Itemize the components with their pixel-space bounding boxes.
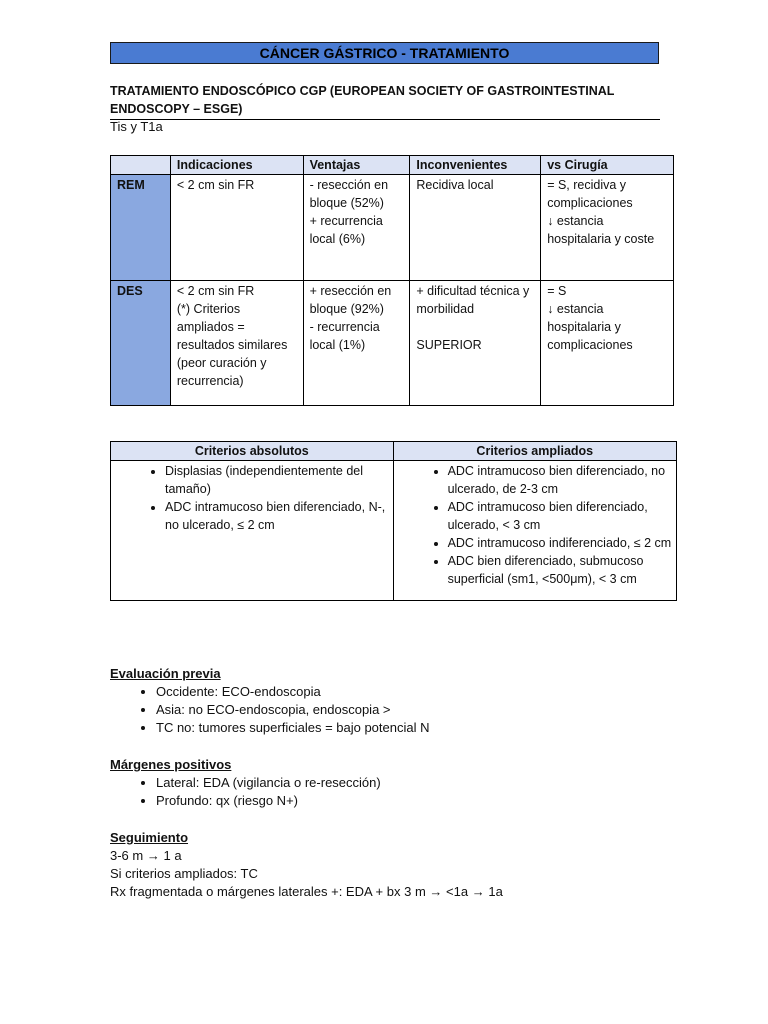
stage-label: Tis y T1a bbox=[110, 119, 163, 134]
seguimiento-line: Rx fragmentada o márgenes laterales +: EDA + bx 3 m → <1a → 1a bbox=[110, 884, 503, 899]
list-item: • ADC intramucoso bien diferenciado, no ulcerado, de 2-3 cm bbox=[448, 462, 672, 498]
cell-inconvenientes: + dificultad técnica y morbilidad SUPERIOR bbox=[410, 281, 541, 406]
section-heading: Márgenes positivos bbox=[110, 757, 232, 772]
list-item: • TC no: tumores superficiales = bajo potencial N bbox=[156, 719, 430, 737]
list-item: • Occidente: ECO-endoscopia bbox=[156, 683, 430, 701]
criteria-table bbox=[110, 441, 677, 601]
list-item: • ADC bien diferenciado, submucoso superficial (sm1, <500μm), < 3 cm bbox=[448, 552, 672, 588]
header-criterios-absolutos: Criterios absolutos bbox=[111, 442, 394, 461]
cell-ventajas: - resección en bloque (52%) + recurrencia local (6%) bbox=[303, 175, 410, 281]
seguimiento-section bbox=[110, 829, 503, 901]
seguimiento-line: Si criterios ampliados: TC bbox=[110, 866, 258, 881]
table-header-row bbox=[111, 156, 674, 175]
header-criterios-ampliados: Criterios ampliados bbox=[393, 442, 676, 461]
table-row bbox=[111, 281, 674, 406]
list-item: • ADC intramucoso bien diferenciado, N-, no ulcerado, ≤ 2 cm bbox=[165, 498, 389, 534]
margenes-section bbox=[110, 756, 381, 810]
treatment-comparison-table bbox=[110, 155, 674, 406]
list-item: • Profundo: qx (riesgo N+) bbox=[156, 792, 381, 810]
section-heading: Seguimiento bbox=[110, 830, 189, 845]
row-label-rem: REM bbox=[111, 175, 171, 281]
table-header-cell: Inconvenientes bbox=[410, 156, 541, 175]
list-item: • Lateral: EDA (vigilancia o re-resección) bbox=[156, 774, 381, 792]
cell-indicaciones: < 2 cm sin FR bbox=[170, 175, 303, 281]
table-row bbox=[111, 175, 674, 281]
evaluacion-section bbox=[110, 665, 430, 737]
table-row bbox=[111, 461, 677, 601]
cell-indicaciones: < 2 cm sin FR (*) Criterios ampliados = resultados similares (peor curación y recurrencia) bbox=[170, 281, 303, 406]
table-header-cell bbox=[111, 156, 171, 175]
cell-ventajas: + resección en bloque (92%) - recurrencia local (1%) bbox=[303, 281, 410, 406]
arrow-right-icon: → bbox=[471, 884, 485, 899]
cell-absolutos bbox=[111, 461, 394, 601]
section-subtitle: TRATAMIENTO ENDOSCÓPICO CGP (EUROPEAN SOCIETY OF GASTROINTESTINAL ENDOSCOPY – ESGE) bbox=[110, 82, 660, 120]
row-label-des: DES bbox=[111, 281, 171, 406]
list-item: • ADC intramucoso indiferenciado, ≤ 2 cm bbox=[448, 534, 672, 552]
list-item: • ADC intramucoso bien diferenciado, ulcerado, < 3 cm bbox=[448, 498, 672, 534]
list-item: • Asia: no ECO-endoscopia, endoscopia > bbox=[156, 701, 430, 719]
arrow-right-icon: → bbox=[146, 848, 160, 863]
table-header-cell: Indicaciones bbox=[170, 156, 303, 175]
section-heading: Evaluación previa bbox=[110, 666, 221, 681]
table-header-row bbox=[111, 442, 677, 461]
cell-ampliados bbox=[393, 461, 676, 601]
cell-inconvenientes: Recidiva local bbox=[410, 175, 541, 281]
list-item: • Displasias (independientemente del tamaño) bbox=[165, 462, 389, 498]
page-title: CÁNCER GÁSTRICO - TRATAMIENTO bbox=[110, 42, 659, 64]
cell-vs-cirugia: = S, recidiva y complicaciones ↓ estancia hospitalaria y coste bbox=[541, 175, 674, 281]
cell-vs-cirugia: = S ↓ estancia hospitalaria y complicaciones bbox=[541, 281, 674, 406]
table-header-cell: Ventajas bbox=[303, 156, 410, 175]
table-header-cell: vs Cirugía bbox=[541, 156, 674, 175]
arrow-right-icon: → bbox=[429, 884, 443, 899]
seguimiento-line: 3-6 m → 1 a bbox=[110, 848, 182, 863]
